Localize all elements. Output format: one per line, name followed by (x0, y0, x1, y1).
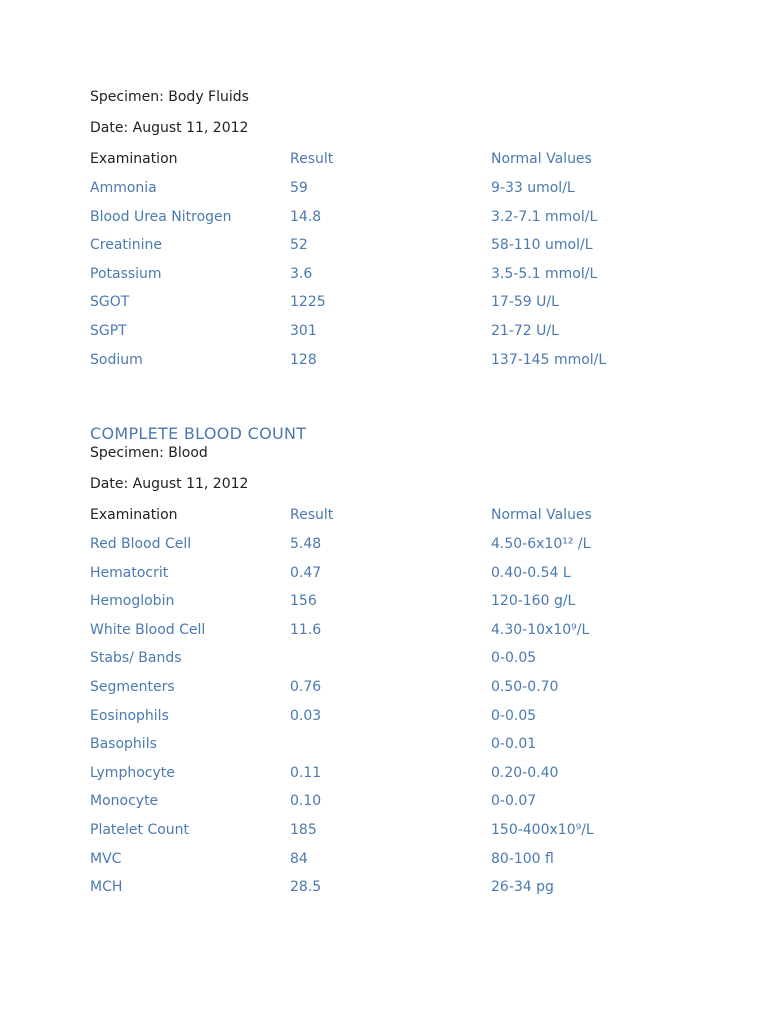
result-cell: 301 (290, 323, 317, 339)
examination-cell: Basophils (90, 736, 157, 753)
result-cell: 185 (290, 822, 317, 838)
examination-cell: Sodium (90, 351, 143, 368)
table-row (90, 565, 730, 585)
examination-cell: SGPT (90, 323, 127, 339)
normal-values-cell: 0.40-0.54 L (491, 564, 571, 581)
examination-cell: Segmenters (90, 679, 175, 695)
result-cell: 52 (290, 237, 308, 254)
normal-values-cell: 120-160 g/L (491, 593, 576, 610)
table-header (90, 507, 730, 527)
examination-cell: Red Blood Cell (90, 536, 192, 552)
table-row (90, 765, 730, 785)
result-cell: 11.6 (290, 621, 322, 638)
result-cell: 3.6 (290, 265, 313, 282)
result-cell: 0.76 (290, 679, 322, 695)
normal-values-cell: 0-0.07 (491, 793, 537, 810)
examination-cell: Blood Urea Nitrogen (90, 208, 232, 225)
examination-header: Examination (90, 151, 178, 167)
examination-cell: Monocyte (90, 793, 159, 810)
normal-values-cell: 4.50-6x10¹² /L (491, 536, 591, 552)
examination-cell: Eosinophils (90, 707, 169, 724)
table-row (90, 294, 730, 314)
examination-cell: Lymphocyte (90, 764, 175, 781)
result-cell: 28.5 (290, 879, 322, 896)
result-cell: 59 (290, 180, 308, 196)
result-cell: 1225 (290, 294, 326, 311)
normal-values-cell: 58-110 umol/L (491, 237, 593, 254)
table-row (90, 679, 730, 699)
examination-cell: SGOT (90, 294, 130, 311)
table-row (90, 851, 730, 871)
specimen-line: Specimen: Body Fluids (90, 89, 249, 105)
result-cell: 14.8 (290, 208, 322, 225)
examination-cell: MVC (90, 850, 122, 867)
result-cell: 0.11 (290, 764, 322, 781)
table-row (90, 237, 730, 257)
table-row (90, 180, 730, 200)
result-cell: 156 (290, 593, 317, 610)
examination-cell: Creatinine (90, 237, 163, 254)
normal-values-cell: 0-0.01 (491, 736, 537, 753)
result-header: Result (290, 151, 334, 167)
normal-values-header: Normal Values (491, 507, 592, 523)
normal-values-cell: 3.2-7.1 mmol/L (491, 208, 598, 225)
table-row (90, 266, 730, 286)
examination-cell: Hematocrit (90, 564, 169, 581)
result-cell: 0.47 (290, 564, 322, 581)
normal-values-cell: 0.50-0.70 (491, 679, 559, 695)
table-row (90, 622, 730, 642)
normal-values-cell: 17-59 U/L (491, 294, 559, 311)
specimen-line: Specimen: Blood (90, 445, 208, 461)
normal-values-cell: 26-34 pg (491, 879, 554, 896)
normal-values-cell: 9-33 umol/L (491, 180, 575, 196)
date-line: Date: August 11, 2012 (90, 476, 249, 492)
normal-values-cell: 0-0.05 (491, 650, 537, 667)
table-row (90, 708, 730, 728)
date-line: Date: August 11, 2012 (90, 120, 249, 136)
result-cell: 0.03 (290, 707, 322, 724)
normal-values-cell: 0-0.05 (491, 707, 537, 724)
section-title: COMPLETE BLOOD COUNT (90, 424, 307, 443)
examination-cell: Potassium (90, 265, 162, 282)
examination-cell: Ammonia (90, 180, 157, 196)
normal-values-cell: 0.20-0.40 (491, 764, 559, 781)
table-row (90, 352, 730, 372)
table-row (90, 593, 730, 613)
normal-values-cell: 3.5-5.1 mmol/L (491, 265, 598, 282)
normal-values-cell: 80-100 fl (491, 850, 554, 867)
table-row (90, 323, 730, 343)
result-cell: 0.10 (290, 793, 322, 810)
table-row (90, 879, 730, 899)
result-cell: 5.48 (290, 536, 322, 552)
table-header (90, 151, 730, 171)
table-row (90, 793, 730, 813)
table-row (90, 822, 730, 842)
examination-header: Examination (90, 507, 178, 523)
examination-cell: White Blood Cell (90, 621, 206, 638)
result-cell: 128 (290, 351, 317, 368)
result-cell: 84 (290, 850, 308, 867)
examination-cell: Platelet Count (90, 822, 190, 838)
normal-values-cell: 4.30-10x10⁹/L (491, 621, 590, 638)
normal-values-cell: 137-145 mmol/L (491, 351, 607, 368)
result-header: Result (290, 507, 334, 523)
table-row (90, 736, 730, 756)
examination-cell: Stabs/ Bands (90, 650, 182, 667)
normal-values-header: Normal Values (491, 151, 592, 167)
examination-cell: MCH (90, 879, 123, 896)
table-row (90, 209, 730, 229)
normal-values-cell: 150-400x10⁹/L (491, 822, 594, 838)
table-row (90, 650, 730, 670)
normal-values-cell: 21-72 U/L (491, 323, 559, 339)
examination-cell: Hemoglobin (90, 593, 175, 610)
table-row (90, 536, 730, 556)
